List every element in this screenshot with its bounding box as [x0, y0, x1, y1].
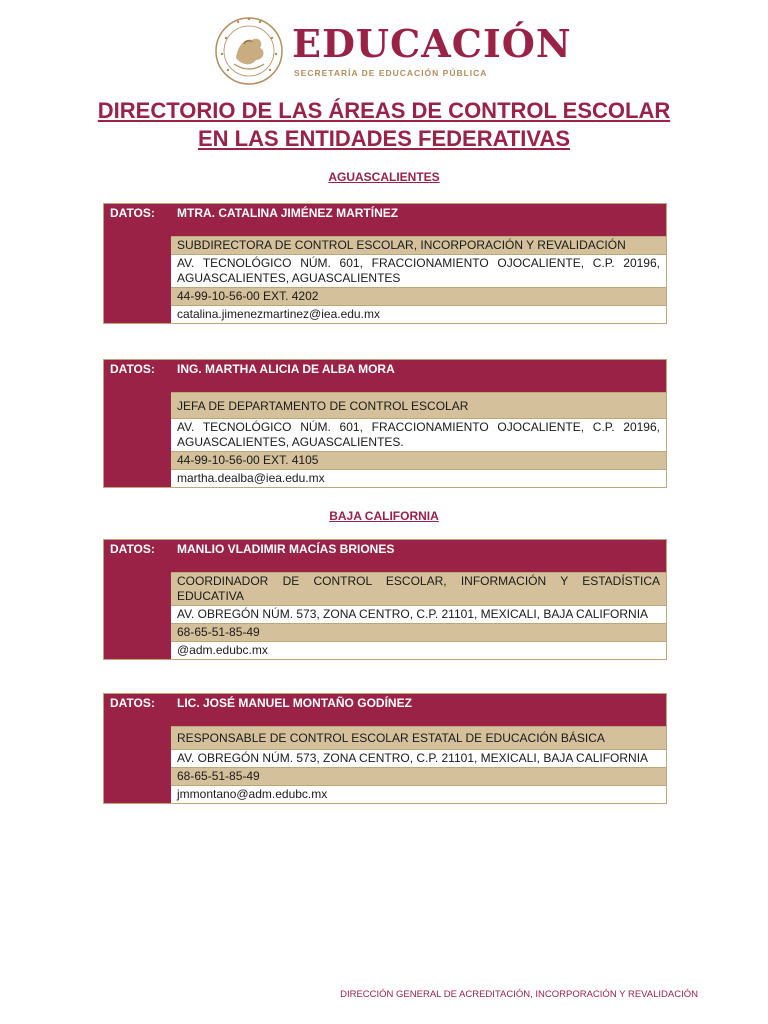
contact-email[interactable]: martha.dealba@iea.edu.mx — [171, 470, 666, 487]
contact-card — [103, 203, 667, 324]
contact-role: SUBDIRECTORA DE CONTROL ESCOLAR, INCORPORACIÓN Y REVALIDACIÓN — [171, 237, 666, 255]
document-title-line2: EN LAS ENTIDADES FEDERATIVAS — [198, 126, 570, 151]
contact-phone: 44-99-10-56-00 EXT. 4202 — [171, 288, 666, 306]
contact-card — [103, 539, 667, 660]
contact-role: JEFA DE DEPARTAMENTO DE CONTROL ESCOLAR — [171, 393, 666, 419]
contact-name: MANLIO VLADIMIR MACÍAS BRIONES — [171, 540, 666, 573]
contact-phone: 68-65-51-85-49 — [171, 624, 666, 642]
contact-phone: 44-99-10-56-00 EXT. 4105 — [171, 452, 666, 470]
datos-label: DATOS: — [104, 540, 171, 659]
ministry-name: SECRETARÍA DE EDUCACIÓN PÚBLICA — [294, 68, 488, 78]
datos-label: DATOS: — [104, 694, 171, 803]
contact-email[interactable]: catalina.jimenezmartinez@iea.edu.mx — [171, 306, 666, 323]
brand-title: EDUCACIÓN — [292, 21, 572, 66]
contact-card — [103, 693, 667, 804]
contact-role: COORDINADOR DE CONTROL ESCOLAR, INFORMACIÓN Y ESTADÍSTICA EDUCATIVA — [171, 573, 666, 606]
contact-address: AV. TECNOLÓGICO NÚM. 601, FRACCIONAMIENTO OJOCALIENTE, C.P. 20196, AGUASCALIENTES, AGUASCALIENTES. — [171, 419, 666, 452]
state-heading: AGUASCALIENTES — [328, 170, 440, 184]
contact-email[interactable]: jmmontano@adm.edubc.mx — [171, 786, 666, 803]
page-footer: DIRECCIÓN GENERAL DE ACREDITACIÓN, INCORPORACIÓN Y REVALIDACIÓN — [340, 989, 698, 1000]
datos-label: DATOS: — [104, 360, 171, 487]
mexican-eagle-seal-icon — [214, 14, 284, 88]
contact-address: AV. OBREGÓN NÚM. 573, ZONA CENTRO, C.P. 21101, MEXICALI, BAJA CALIFORNIA — [171, 750, 666, 768]
page-header — [0, 12, 768, 92]
contact-name: ING. MARTHA ALICIA DE ALBA MORA — [171, 360, 666, 393]
state-heading: BAJA CALIFORNIA — [329, 509, 439, 523]
contact-phone: 68-65-51-85-49 — [171, 768, 666, 786]
contact-address: AV. TECNOLÓGICO NÚM. 601, FRACCIONAMIENTO OJOCALIENTE, C.P. 20196, AGUASCALIENTES, AGUASCALIENTES — [171, 255, 666, 288]
document-title — [0, 97, 768, 153]
document-title-line1: DIRECTORIO DE LAS ÁREAS DE CONTROL ESCOLAR — [97, 98, 671, 123]
datos-label: DATOS: — [104, 204, 171, 323]
contact-role: RESPONSABLE DE CONTROL ESCOLAR ESTATAL DE EDUCACIÓN BÁSICA — [171, 727, 666, 750]
contact-name: LIC. JOSÉ MANUEL MONTAÑO GODÍNEZ — [171, 694, 666, 727]
contact-card — [103, 359, 667, 488]
contact-address: AV. OBREGÓN NÚM. 573, ZONA CENTRO, C.P. 21101, MEXICALI, BAJA CALIFORNIA — [171, 606, 666, 624]
contact-name: MTRA. CATALINA JIMÉNEZ MARTÍNEZ — [171, 204, 666, 237]
contact-email[interactable]: @adm.edubc.mx — [171, 642, 666, 659]
